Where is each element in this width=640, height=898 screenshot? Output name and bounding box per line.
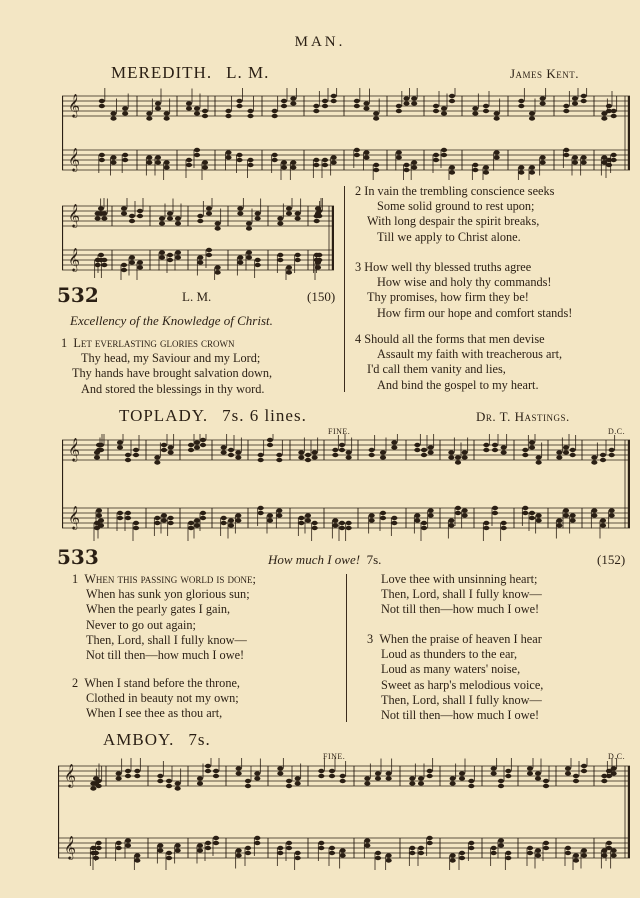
verse-line: Clothed in beauty not my own;	[86, 691, 239, 706]
verse-number: 1	[72, 572, 79, 586]
verse-line: Then, Lord, shall I fully know—	[86, 632, 247, 647]
verse-line: Loud as thunders to the ear,	[381, 647, 518, 662]
verse-line: In vain the trembling conscience seeks	[364, 184, 555, 198]
svg-text:𝄞: 𝄞	[64, 763, 76, 787]
verse-number: 3	[367, 632, 374, 646]
hymn-title-line	[268, 552, 381, 568]
svg-text:𝄞: 𝄞	[68, 247, 80, 271]
tune-meter: L. M.	[226, 63, 270, 82]
verse-line: Some solid ground to rest upon;	[377, 199, 535, 214]
hymn-number: 532	[57, 283, 99, 307]
hymn-number: 533	[57, 545, 99, 569]
fine-mark: FINE.	[323, 752, 346, 761]
tune-meter: 7s.	[188, 730, 211, 749]
svg-text:𝄞: 𝄞	[68, 203, 80, 227]
svg-text:𝄞: 𝄞	[68, 93, 80, 117]
hymn-ref: (150)	[307, 289, 336, 304]
verse-line: When has sunk yon glorious sun;	[86, 587, 250, 602]
verse-line: Never to go out again;	[86, 617, 196, 632]
music-score-amboy	[58, 758, 630, 870]
svg-text:𝄞: 𝄞	[68, 147, 80, 171]
svg-text:𝄞: 𝄞	[64, 835, 76, 859]
verse-number: 4	[355, 332, 362, 346]
tune-meter: 7s. 6 lines.	[222, 406, 307, 425]
verse-number: 1	[61, 336, 68, 350]
verse-line: With long despair the spirit breaks,	[367, 214, 540, 229]
verse-number: 2	[355, 184, 362, 198]
verse-line: When this passing world is done;	[84, 572, 256, 586]
fine-mark: FINE.	[328, 427, 351, 436]
composer-toplady: Dr. T. Hastings.	[476, 409, 570, 424]
verse-line: Love thee with unsinning heart;	[381, 572, 538, 586]
hymn-meter: 7s.	[366, 552, 382, 567]
verse-line: How wise and holy thy commands!	[377, 275, 552, 290]
hymn-title: Excellency of the Knowledge of Christ.	[70, 313, 273, 328]
verse-3	[355, 260, 572, 321]
hymn-title: How much I owe!	[268, 552, 361, 567]
verse-line: Not till then—how much I owe!	[381, 708, 540, 723]
tune-name: AMBOY.	[103, 730, 175, 749]
column-divider	[346, 574, 347, 722]
running-head: MAN.	[294, 34, 346, 50]
svg-text:𝄞: 𝄞	[68, 437, 80, 461]
verse-line: Thy promises, how firm they be!	[367, 290, 529, 305]
verse-line: And stored the blessings in thy word.	[81, 381, 265, 396]
verse-line: When the praise of heaven I hear	[379, 632, 542, 646]
verse-line: Assault my faith with treacherous art,	[377, 347, 563, 362]
verse-line: Then, Lord, shall I fully know—	[381, 692, 542, 707]
verse-line: When I stand before the throne,	[84, 676, 241, 690]
verse-line: Not till then—how much I owe!	[86, 648, 245, 663]
column-divider	[344, 186, 345, 392]
tune-name: TOPLADY.	[119, 406, 209, 425]
dc-mark: D.C.	[608, 427, 626, 436]
music-score-meredith-2	[62, 198, 334, 280]
verse-line: How firm our hope and comfort stands!	[377, 305, 573, 320]
verse-number: 3	[355, 260, 362, 274]
verse-line: Not till then—how much I owe!	[381, 602, 540, 617]
verse-line: Then, Lord, shall I fully know—	[381, 587, 542, 602]
tune-name-meredith	[111, 63, 269, 83]
tune-name-toplady	[119, 406, 307, 426]
music-score-toplady	[62, 434, 630, 542]
verse-line: And bind the gospel to my heart.	[377, 377, 539, 392]
verse-line: I'd call them vanity and lies,	[367, 362, 506, 377]
verse-4	[355, 332, 562, 393]
hymn-meter: L. M.	[182, 289, 212, 304]
hymn-ref: (152)	[597, 552, 626, 567]
music-score-meredith-1	[62, 88, 630, 180]
svg-text:𝄞: 𝄞	[68, 505, 80, 529]
verse-2	[72, 676, 240, 722]
verse-line: How well thy blessed truths agree	[364, 260, 532, 274]
verse-line: When I see thee as thou art,	[86, 706, 223, 721]
verse-line: Should all the forms that men devise	[364, 332, 545, 346]
verse-number: 2	[72, 676, 79, 690]
verse-1	[61, 336, 272, 397]
verse-line: Let everlasting glories crown	[73, 336, 235, 350]
verse-line: Thy hands have brought salvation down,	[72, 366, 273, 381]
verse-line: Loud as many waters' noise,	[381, 662, 521, 677]
verse-line: Till we apply to Christ alone.	[377, 229, 521, 244]
verse-1	[72, 572, 256, 663]
tune-name: MEREDITH.	[111, 63, 213, 82]
verse-2	[355, 184, 554, 245]
verse-2-continued	[381, 572, 542, 618]
verse-line: Thy head, my Saviour and my Lord;	[81, 351, 261, 366]
dc-mark: D.C.	[608, 752, 626, 761]
verse-line: Sweet as harp's melodious voice,	[381, 677, 544, 692]
verse-line: When the pearly gates I gain,	[86, 602, 231, 617]
composer-meredith: James Kent.	[510, 66, 579, 81]
verse-3	[367, 632, 543, 723]
tune-name-amboy	[103, 730, 211, 750]
